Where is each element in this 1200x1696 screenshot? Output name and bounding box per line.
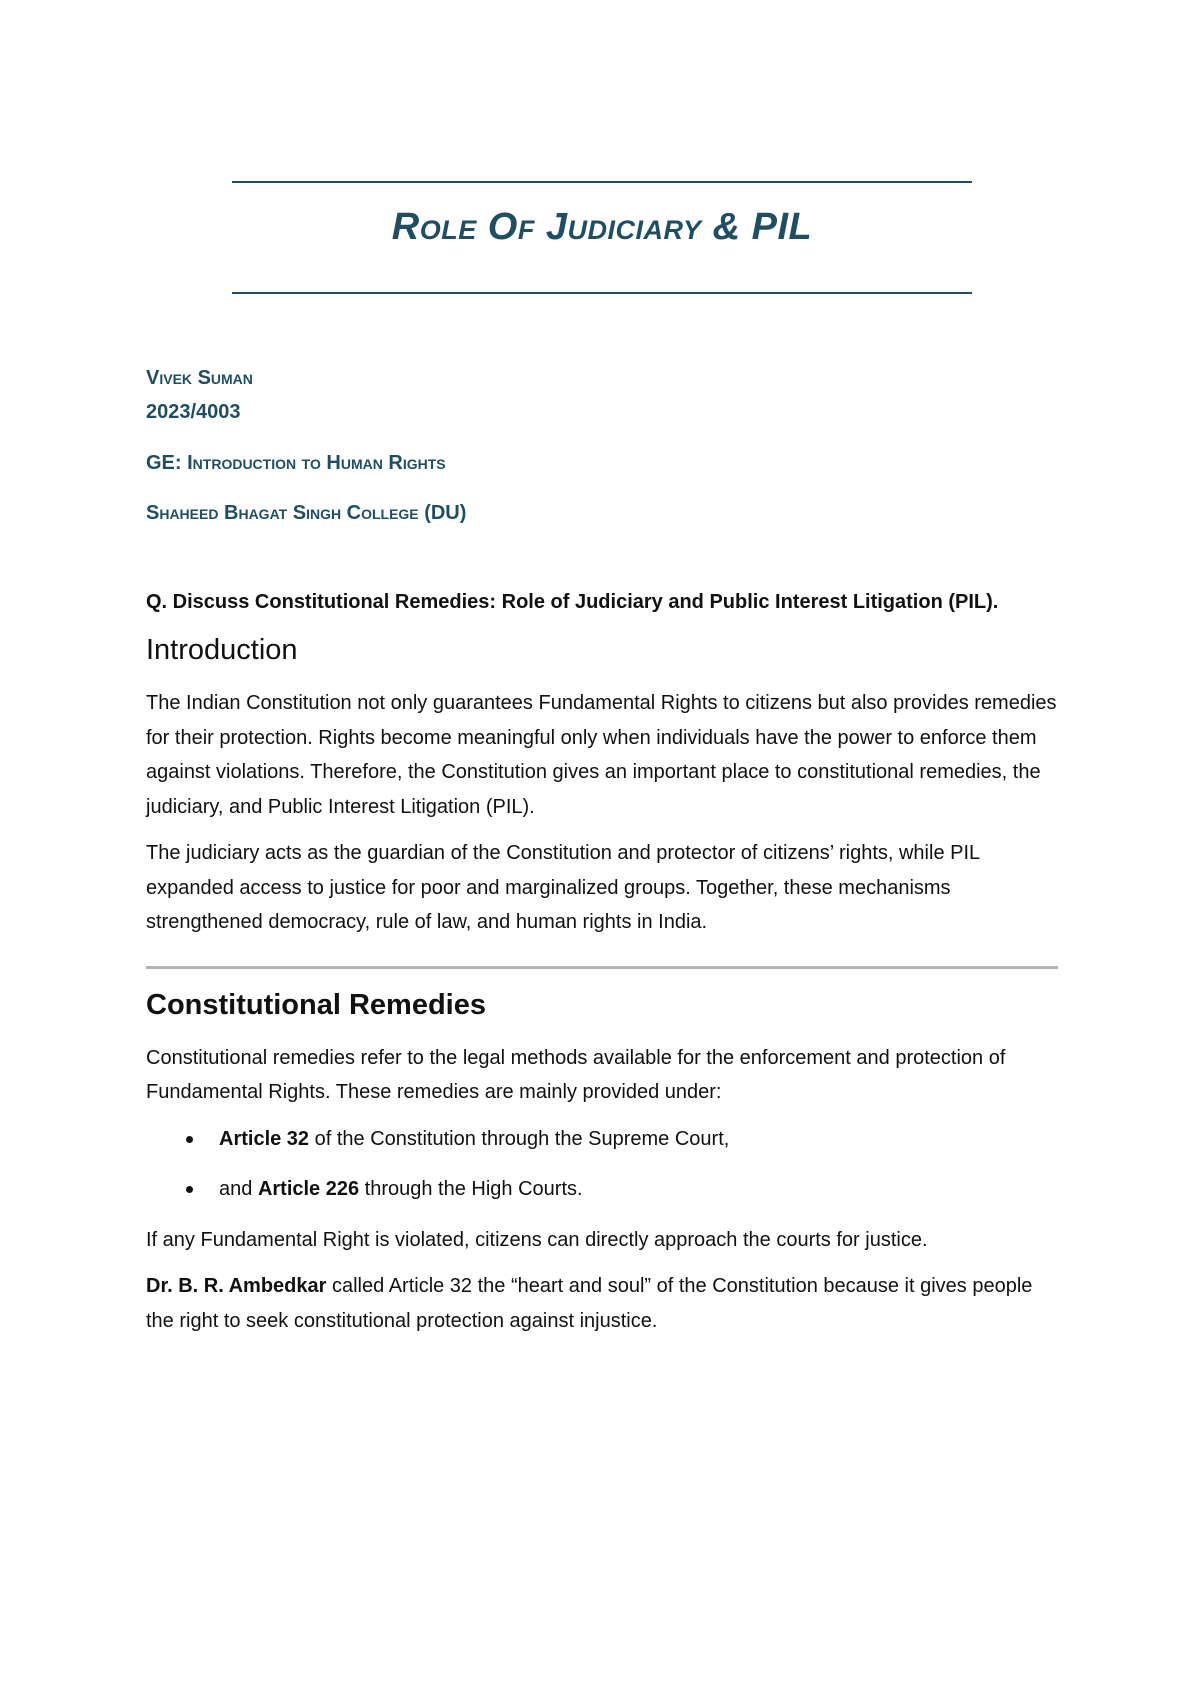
remedies-intro: Constitutional remedies refer to the legal methods available for the enforcement and protection of Fundamental Rights. These remedies are mainly provided under: — [146, 1046, 1006, 1103]
introduction-paragraph-1: The Indian Constitution not only guarantees Fundamental Rights to citizens but also provides remedies for their protection. Rights become meaningful only when individuals have the power to enforce them against violations. Therefore, the Constitution gives an important place to constitutional remedies, the judiciary, and Public Interest Litigation (PIL). — [146, 692, 1057, 818]
document-title: Role Of Judiciary & PIL — [391, 206, 813, 248]
title-rule-top — [232, 181, 972, 183]
section-divider — [146, 966, 1058, 969]
articles-list — [146, 1122, 1058, 1207]
list-item — [146, 1172, 1058, 1207]
document-body — [146, 585, 1058, 1350]
bullet-text: of the Constitution through the Supreme Court, — [309, 1127, 730, 1150]
title-rule-bottom — [232, 292, 972, 294]
bullet-text: through the High Courts. — [359, 1178, 583, 1200]
violation-paragraph: If any Fundamental Right is violated, citizens can directly approach the courts for justice. — [146, 1228, 928, 1251]
bullet-icon — [186, 1136, 193, 1143]
course-name: GE: Introduction to Human Rights — [146, 452, 446, 474]
roll-number: 2023/4003 — [146, 401, 241, 423]
college-name: Shaheed Bhagat Singh College (DU) — [146, 502, 467, 524]
introduction-paragraph-2: The judiciary acts as the guardian of the Constitution and protector of citizens’ rights, while PIL expanded access to justice for poor and marginalized groups. Together, these mechanisms strengthened democracy, rule of law, and human rights in India. — [146, 842, 980, 933]
bullet-icon — [186, 1186, 193, 1193]
bullet-prefix: and — [219, 1178, 258, 1200]
article-32-label: Article 32 — [219, 1127, 310, 1150]
ambedkar-paragraph — [146, 1269, 1058, 1338]
ambedkar-name: Dr. B. R. Ambedkar — [146, 1275, 327, 1297]
article-226-label: Article 226 — [257, 1178, 360, 1200]
remedies-heading: Constitutional Remedies — [146, 988, 486, 1021]
author-name: Vivek Suman — [146, 367, 253, 389]
introduction-heading: Introduction — [146, 634, 298, 666]
question-text: Q. Discuss Constitutional Remedies: Role of Judiciary and Public Interest Litigation (PIL). — [146, 591, 999, 613]
ambedkar-text: called Article 32 the “heart and soul” of the Constitution because it gives people the right to seek constitutional protection against injustice. — [146, 1275, 1033, 1332]
list-item — [146, 1122, 1058, 1157]
